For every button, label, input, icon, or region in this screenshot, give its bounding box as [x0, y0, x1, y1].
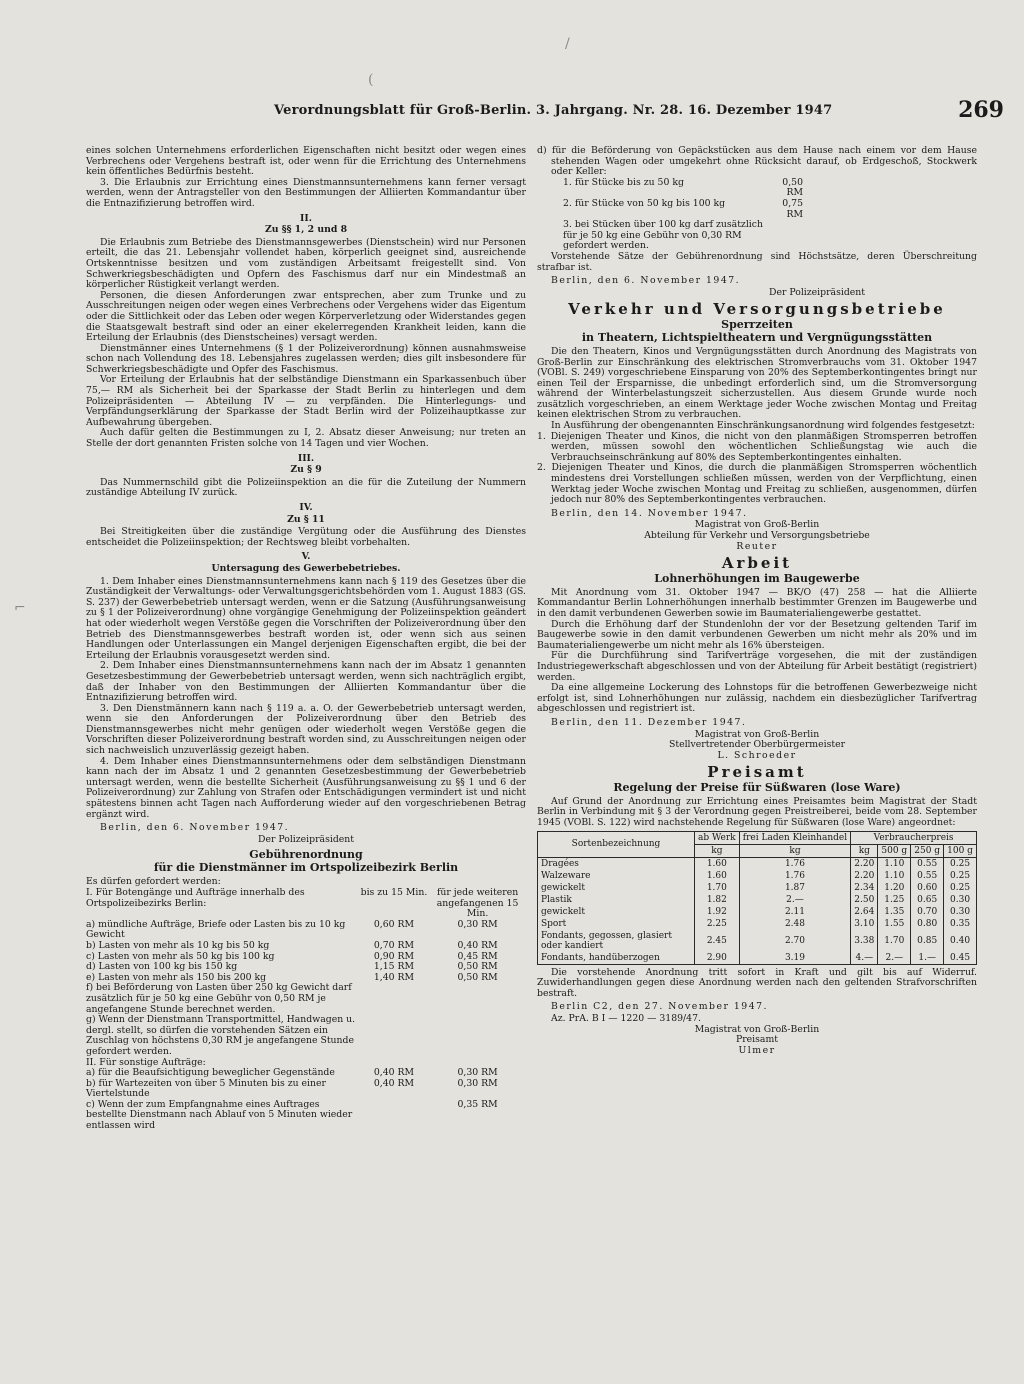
fee-item: a) mündliche Aufträge, Briefe oder Lasten bis zu 10 kg Gewicht — [86, 918, 346, 941]
price-cell: 1.82 — [695, 894, 740, 906]
article-heading: Regelung der Preise für Süßwaren (lose Ware) — [613, 780, 901, 794]
sort-name: gewickelt — [538, 882, 695, 894]
signature-authority: Der Polizeipräsident — [257, 833, 354, 845]
price-cell: 1.92 — [695, 906, 740, 918]
fee-row — [563, 199, 803, 220]
signature-authority: Magistrat von Groß-Berlin — [694, 1023, 820, 1035]
price-cell: 3.19 — [739, 952, 851, 965]
paragraph: 3. Den Dienstmännern kann nach § 119 a. a. O. der Gewerbebetrieb untersagt werden, wenn sie den Anforderungen der Polizeiverordnung über den Betrieb des Dienstmannsgewerbes nicht mehr genügen oder wiederholt wegen Verstöße gegen die Vorschriften dieser Polizeiverordnung bestraft worden sind, zu Ausschreitungen neigen oder sich nachweislich unzuverlässig gezeigt haben. — [86, 702, 526, 757]
fee-value: 0,30 RM — [457, 918, 498, 930]
signature-title: Stellvertretender Oberbürgermeister — [668, 739, 846, 751]
fee-value — [359, 983, 429, 1015]
paragraph: eines solchen Unternehmens erforderlichen Eigenschaften nicht besitzt oder wegen eines Verbrechens oder Vergehens bestraft ist, oder wenn für die Errichtung des Unternehmens kein öffentliches Bedürfnis besteht. — [86, 145, 526, 178]
fee-row — [86, 920, 526, 941]
file-reference: Az. PrA. B I — 1220 — 3189/47. — [551, 1013, 701, 1025]
unit-header: kg — [851, 844, 878, 857]
article-heading: Lohnerhöhungen im Baugewerbe — [654, 571, 860, 585]
section-reference: Zu §§ 1, 2 und 8 — [264, 224, 348, 236]
left-column — [86, 146, 526, 1132]
fee-item: a) für die Beaufsichtigung beweglicher Gegenstände — [86, 1067, 335, 1079]
fee-value: 0,60 RM — [373, 918, 415, 930]
price-cell: 0.30 — [944, 906, 977, 918]
fee-value: 0,30 RM — [457, 1077, 498, 1089]
paragraph: Auf Grund der Anordnung zur Errichtung eines Preisamtes beim Magistrat der Stadt Berlin in Verbindung mit § 3 der Verordnung gegen Preistreiberei, beide vom 28. September 1945 (VOBl. S. 122) wird nachstehende Regelung für Süßwaren (lose Ware) angeordnet: — [537, 795, 977, 829]
fee-value: 1,40 RM — [373, 971, 415, 983]
header-title: Verordnungsblatt für Groß-Berlin. 3. Jahrgang. Nr. 28. 16. Dezember 1947 — [274, 103, 833, 118]
fee-value — [359, 1015, 429, 1057]
page-number: 269 — [958, 97, 1004, 123]
signature-name: Ulmer — [738, 1044, 776, 1056]
paper-mark: / — [565, 36, 570, 52]
table-row — [538, 870, 977, 882]
section-reference: Zu § 11 — [287, 513, 325, 525]
paragraph: Da eine allgemeine Lockerung des Lohnstops für die betroffenen Gewerbezweige nicht erfolgt ist, sind Lohnerhöhungen nur zulässig, nachdem ein diesbezüglicher Tarifvertrag abgeschlossen und registriert ist. — [537, 682, 977, 715]
price-cell: 1.70 — [695, 882, 740, 894]
signature-date: Berlin C2, den 27. November 1947. — [551, 1001, 769, 1013]
price-cell: 2.11 — [739, 906, 851, 918]
section-title: Preisamt — [707, 763, 807, 782]
signature-authority: Der Polizeipräsident — [768, 286, 865, 298]
price-cell: 1.10 — [878, 870, 911, 882]
fee-value — [429, 983, 526, 1015]
fee-value — [775, 220, 803, 252]
unit-header: kg — [695, 844, 740, 857]
paragraph: 2. Dem Inhaber eines Dienstmannsunternehmens kann nach der im Absatz 1 genannten Gesetzesbestimmung der Gewerbebetrieb untersagt werden, wenn sich nachträglich ergibt, daß der Inhaber von den Bestimmungen der Alliierten Kommandantur über die Entnazifizierung betroffen wird. — [86, 660, 526, 704]
paragraph: Personen, die diesen Anforderungen zwar entsprechen, aber zum Trunke und zu Ausschreitungen neigen oder wegen eines Verbrechens oder Vergehens wider das Eigentum oder die Sittlichkeit oder das Leben oder wegen Körperverletzung oder Widerstandes gegen die Staatsgewalt bestraft sind oder an einer ekelerregenden Krankheit leiden, kann die Erteilung der Erlaubnis (des Dienstscheines) versagt werden. — [86, 289, 526, 344]
price-cell: 1.— — [911, 952, 944, 965]
price-cell: 0.55 — [911, 857, 944, 870]
sort-name: Dragées — [538, 857, 695, 870]
signature-name: L. Schroeder — [717, 749, 797, 761]
fee-value: 0,45 RM — [457, 950, 498, 962]
price-table — [537, 831, 977, 965]
section-reference: Zu § 9 — [290, 464, 322, 476]
price-cell: 0.80 — [911, 918, 944, 930]
col-header: Verbraucherpreis — [851, 831, 977, 844]
fee-value: 0,40 RM — [373, 1077, 415, 1089]
price-cell: 0.60 — [911, 882, 944, 894]
sort-name: Walzeware — [538, 870, 695, 882]
paragraph: Vorstehende Sätze der Gebührenordnung sind Höchstsätze, deren Überschreitung strafbar ist. — [537, 250, 977, 273]
fee-item: 2. für Stücke von 50 kg bis 100 kg — [563, 197, 726, 209]
price-cell: 1.25 — [878, 894, 911, 906]
article-heading: Sperrzeiten — [721, 317, 793, 331]
price-cell: 1.55 — [878, 918, 911, 930]
price-cell: 2.— — [739, 894, 851, 906]
fee-row — [563, 220, 803, 252]
fee-value: 0,70 RM — [373, 939, 415, 951]
unit-header: 250 g — [911, 844, 944, 857]
fee-row — [563, 178, 803, 199]
paragraph: 3. Die Erlaubnis zur Errichtung eines Dienstmannsunternehmens kann ferner versagt werden, wenn der Antragsteller von den Bestimmungen der Alliierten Kommandantur über die Entnazifizierung betroffen wird. — [86, 176, 526, 209]
paragraph: Bei Streitigkeiten über die zuständige Vergütung oder die Ausführung des Dienstes entscheidet die Polizeiinspektion; der Rechtsweg bleibt vorbehalten. — [86, 526, 526, 548]
table-row — [538, 906, 977, 918]
fee-item: 1. für Stücke bis zu 50 kg — [563, 176, 684, 188]
fee-item: 3. bei Stücken über 100 kg darf zusätzlich für je 50 kg eine Gebühr von 0,30 RM gefordert werden. — [563, 219, 763, 252]
section-reference: Untersagung des Gewerbebetriebes. — [211, 562, 401, 574]
fee-row — [86, 983, 526, 1015]
paragraph: Die vorstehende Anordnung tritt sofort in Kraft und gilt bis auf Widerruf. Zuwiderhandlungen gegen diese Anordnung werden nach den geltenden Strafvorschriften bestraft. — [537, 966, 977, 999]
section-title: Arbeit — [721, 554, 793, 573]
sort-name: gewickelt — [538, 906, 695, 918]
signature-name: Reuter — [736, 540, 778, 552]
price-cell: 1.76 — [739, 857, 851, 870]
fee-item: d) für die Beförderung von Gepäckstücken aus dem Hause nach einem vor dem Hause stehenden Wagen oder umgekehrt ohne Rücksicht darauf, ob Erdgeschoß, Stockwerk oder Keller: — [537, 145, 977, 178]
paragraph: Die den Theatern, Kinos und Vergnügungsstätten durch Anordnung des Magistrats von Groß-Berlin zur Einschränkung des elektrischen Stromverbrauchs vom 31. Oktober 1947 (VOBl. S. 249) vorgeschriebene Einsparung von 20% des Septemberkontingentes bringt nur einen Teil der Ersparnisse, die unbedingt erforderlich sind, um die Stromversorgung während der Winterbelastungszeit sicherzustellen. Aus diesem Grunde wurde noch zusätzlich vorgeschrieben, an einem Werktage jeder Woche zwischen Montag und Freitag keinen elektrischen Strom zu verbrauchen. — [537, 345, 977, 421]
signature-department: Preisamt — [735, 1034, 779, 1046]
fee-row — [86, 1015, 526, 1057]
fee-item: d) Lasten von 100 kg bis 150 kg — [86, 961, 238, 973]
fee-value: 1,15 RM — [373, 961, 415, 973]
col-header: Sortenbezeichnung — [538, 831, 695, 857]
fee-item: b) Lasten von mehr als 10 kg bis 50 kg — [86, 939, 270, 951]
price-cell: 2.70 — [739, 930, 851, 952]
fee-item: b) für Wartezeiten von über 5 Minuten bis zu einer Viertelstunde — [86, 1077, 326, 1100]
unit-header: kg — [739, 844, 851, 857]
price-cell: 0.40 — [944, 930, 977, 952]
fee-value — [359, 1100, 429, 1132]
price-cell: 0.70 — [911, 906, 944, 918]
fee-value: 0,40 RM — [457, 939, 498, 951]
price-cell: 0.85 — [911, 930, 944, 952]
paragraph: 1. Dem Inhaber eines Dienstmannsunternehmens kann nach § 119 des Gesetzes über die Zuständigkeit der Verwaltungs- oder Verwaltungsgerichtsbehörden vom 1. August 1883 (GS. S. 237) der Gewerbebetrieb untersagt werden, wenn er die Satzung (Ausführungsanweisung zu § 1 der Polizeiverordnung) ohne vorgängige Genehmigung der Polizeiinspektion geändert hat oder wiederholt wegen Verstöße gegen die Vorschriften der Polizeiverordnung über den Betrieb des Dienstmannsgewerbes bestraft worden ist, oder wenn sich aus seinen Handlungen oder Unterlassungen ein Mangel derjenigen Eigenschaften ergibt, die bei der Erteilung der Erlaubnis vorausgesetzt werden sind. — [86, 575, 526, 661]
paragraph: In Ausführung der obengenannten Einschränkungsanordnung wird folgendes festgesetzt: — [551, 420, 975, 432]
section-number: V. — [301, 551, 311, 563]
price-cell: 1.76 — [739, 870, 851, 882]
fee-col-header: für jede weiteren angefangenen 15 Min. — [436, 887, 519, 920]
paragraph: Das Nummernschild gibt die Polizeiinspektion an die für die Zuteilung der Nummern zuständige Abteilung IV zurück. — [86, 476, 526, 499]
price-cell: 0.25 — [944, 870, 977, 882]
sort-name: Sport — [538, 918, 695, 930]
fee-value: 0,40 RM — [373, 1067, 415, 1079]
price-cell: 1.35 — [878, 906, 911, 918]
signature-authority: Magistrat von Groß-Berlin — [694, 519, 820, 531]
right-column — [537, 146, 977, 1056]
price-cell: 2.— — [878, 952, 911, 965]
paper-mark: ( — [368, 72, 374, 88]
price-cell: 2.64 — [851, 906, 878, 918]
paragraph: Die Erlaubnis zum Betriebe des Dienstmannsgewerbes (Dienstschein) wird nur Personen erteilt, die das 21. Lebensjahr vollendet haben, körperlich geeignet sind, ausreichende Ortskenntnisse besitzen und vom zuständigen Arbeitsamt freigestellt sind. Von Schwerkriegsbeschädigten und Opfern des Faschismus darf nur ein Mindestmaß an körperlicher Rüstigkeit verlangt werden. — [86, 236, 526, 291]
price-cell: 1.87 — [739, 882, 851, 894]
table-row — [538, 952, 977, 965]
section-number: II. — [300, 212, 312, 224]
fee-subtitle: für die Dienstmänner im Ortspolizeibezirk Berlin — [153, 861, 459, 875]
paragraph: Mit Anordnung vom 31. Oktober 1947 — BK/O (47) 258 — hat die Alliierte Kommandantur Berlin Lohnerhöhungen innerhalb bestimmter Grenzen im Baugewerbe und in den damit verbundenen Gewerben sowie im Baumaterialiengewerbe gestattet. — [537, 586, 977, 619]
price-cell: 2.20 — [851, 857, 878, 870]
paragraph: Für die Durchführung sind Tarifverträge vorgesehen, die mit der zuständigen Industriegewerkschaft abgeschlossen und von der Abteilung für Arbeit bestätigt (registriert) werden. — [537, 650, 977, 683]
section-number: III. — [297, 452, 315, 464]
page-header — [270, 97, 1010, 125]
fee-value: 0,50 RM — [782, 176, 803, 199]
price-cell: 1.20 — [878, 882, 911, 894]
section-title: Verkehr und Versorgungsbetriebe — [568, 300, 946, 319]
price-cell: 2.20 — [851, 870, 878, 882]
signature-department: Abteilung für Verkehr und Versorgungsbetriebe — [644, 530, 870, 541]
fee-value: 0,90 RM — [373, 950, 415, 962]
fee-row — [86, 1079, 526, 1100]
fee-value: 0,75 RM — [782, 197, 803, 220]
price-cell: 0.55 — [911, 870, 944, 882]
section-number: IV. — [299, 502, 313, 513]
fee-item: g) Wenn der Dienstmann Transportmittel, Handwagen u. dergl. stellt, so dürfen die vorstehenden Sätzen ein Zuschlag von höchstens 0,30 RM je angefangene Stunde gefordert werden. — [86, 1014, 356, 1057]
price-cell: 2.25 — [695, 918, 740, 930]
price-cell: 2.34 — [851, 882, 878, 894]
price-table-header — [538, 831, 977, 844]
sort-name: Fondants, gegossen, glasiert oder kandiert — [538, 930, 695, 952]
paragraph: Auch dafür gelten die Bestimmungen zu I, 2. Absatz dieser Anweisung; nur treten an Stelle der dort genannten Fristen solche von 14 Tagen und vier Wochen. — [86, 427, 526, 450]
signature-authority: Magistrat von Groß-Berlin — [694, 728, 820, 740]
signature-date: Berlin, den 14. November 1947. — [551, 507, 748, 519]
fee-value: 0,35 RM — [457, 1098, 498, 1110]
unit-header: 100 g — [944, 844, 977, 857]
price-cell: 1.10 — [878, 857, 911, 870]
price-cell: 0.25 — [944, 857, 977, 870]
list-item: 1. Diejenigen Theater und Kinos, die nicht von den planmäßigen Stromsperren betroffen werden, müssen sowohl den wöchentlichen Schließungstag wie auch die Verbrauchseinschränkung auf 80% des Septemberkontingentes einhalten. — [537, 430, 977, 463]
fee-item: f) bei Beförderung von Lasten über 250 kg Gewicht darf zusätzlich für je 50 kg eine Gebühr von 0,50 RM je angefangene Stunde berechnet werden. — [86, 982, 352, 1015]
table-row — [538, 882, 977, 894]
paragraph: Durch die Erhöhung darf der Stundenlohn der vor der Besetzung geltenden Tarif im Baugewerbe sowie in den damit verbundenen Gewerben um nicht mehr als 20% und im Baumaterialiengewerbe um nicht mehr als 16% übersteigen. — [537, 618, 977, 651]
price-cell: 0.65 — [911, 894, 944, 906]
paragraph: Vor Erteilung der Erlaubnis hat der selbständige Dienstmann ein Sparkassenbuch über 75,— RM als Sicherheit bei der Sparkasse der Stadt Berlin zu hinterlegen und dem Polizeipräsidenten — Abteilung IV — zu verpfänden. Die Hinterlegungs- und Verpfändungserklärung der Sparkasse der Stadt Berlin wird der Polizeihauptkasse zur Aufbewahrung übergeben. — [86, 374, 526, 428]
fee-col-header: bis zu 15 Min. — [360, 887, 428, 898]
price-cell: 2.90 — [695, 952, 740, 965]
table-row — [538, 857, 977, 870]
price-cell: 0.35 — [944, 918, 977, 930]
fee-value: 0,50 RM — [457, 961, 498, 973]
fee-row — [86, 941, 526, 952]
sort-name: Plastik — [538, 894, 695, 906]
paper-mark: ⌐ — [14, 600, 26, 616]
article-subheading: in Theatern, Lichtspieltheatern und Vergnügungsstätten — [581, 330, 933, 344]
price-cell: 0.25 — [944, 882, 977, 894]
col-header: ab Werk — [695, 831, 740, 844]
fee-group-label: I. Für Botengänge und Aufträge innerhalb des Ortspolizeibezirks Berlin: — [86, 887, 305, 909]
fee-header-row — [86, 888, 526, 920]
price-cell: 2.45 — [695, 930, 740, 952]
fee-row — [86, 1100, 526, 1132]
fee-value: 0,30 RM — [457, 1067, 498, 1079]
paragraph: Dienstmänner eines Unternehmens (§ 1 der Polizeiverordnung) können ausnahmsweise schon nach Vollendung des 18. Lebensjahres zugelassen werden; dies gilt insbesondere für Schwerkriegsbeschädigte und Opfer des Faschismus. — [86, 342, 526, 375]
fee-item: e) Lasten von mehr als 150 bis 200 kg — [86, 971, 267, 983]
price-cell: 3.10 — [851, 918, 878, 930]
signature-date: Berlin, den 6. November 1947. — [551, 275, 741, 287]
table-row — [538, 894, 977, 906]
price-table-body — [538, 857, 977, 964]
signature-date: Berlin, den 11. Dezember 1947. — [551, 716, 747, 728]
list-item: 2. Diejenigen Theater und Kinos, die durch die planmäßigen Stromsperren wöchentlich mindestens drei Vorstellungen schließen müssen, werden von der Verpflichtung, einen Werktag jeder Woche zwischen Montag und Freitag zu schließen, ausgenommen, dürfen jedoch nur 80% des Septemberkontingentes verbrauchen. — [537, 462, 977, 506]
col-header: frei Laden Kleinhandel — [739, 831, 851, 844]
table-row — [538, 918, 977, 930]
fee-item: c) Lasten von mehr als 50 kg bis 100 kg — [86, 950, 275, 962]
fee-table — [86, 888, 526, 1132]
paragraph: 4. Dem Inhaber eines Dienstmannsunternehmens oder dem selbständigen Dienstmann kann nach der im Absatz 1 und 2 genannten Gesetzesbestimmung der Gewerbebetrieb untersagt werden, wenn die bestellte Sicherheit (Ausführungsanweisung zu §§ 1 und 6 der Polizeiverordnung) zur Zahlung von Strafen oder Entschädigungen vermindert ist und nicht spätestens binnen acht Tagen nach Aufforderung wieder auf den vorgeschriebenen Betrag ergänzt wird. — [86, 755, 526, 820]
fee-value: 0,50 RM — [457, 971, 498, 983]
fee-intro: Es dürfen gefordert werden: — [86, 876, 221, 888]
price-cell: 2.48 — [739, 918, 851, 930]
price-cell: 4.— — [851, 952, 878, 965]
fee-subtable — [563, 178, 803, 252]
price-cell: 3.38 — [851, 930, 878, 952]
price-cell: 1.60 — [695, 857, 740, 870]
fee-title: Gebührenordnung — [249, 848, 363, 862]
sort-name: Fondants, handüberzogen — [538, 952, 695, 965]
fee-group-label: II. Für sonstige Aufträge: — [86, 1056, 206, 1068]
price-cell: 1.60 — [695, 870, 740, 882]
price-cell: 1.70 — [878, 930, 911, 952]
price-cell: 2.50 — [851, 894, 878, 906]
table-row — [538, 930, 977, 952]
fee-value — [429, 1015, 526, 1057]
signature-date: Berlin, den 6. November 1947. — [100, 822, 290, 834]
price-cell: 0.30 — [944, 894, 977, 906]
unit-header: 500 g — [878, 844, 911, 857]
price-cell: 0.45 — [944, 952, 977, 965]
fee-item: c) Wenn der zum Empfangnahme eines Auftrages bestellte Dienstmann nach Ablauf von 5 Minuten wieder entlassen wird — [86, 1098, 353, 1132]
